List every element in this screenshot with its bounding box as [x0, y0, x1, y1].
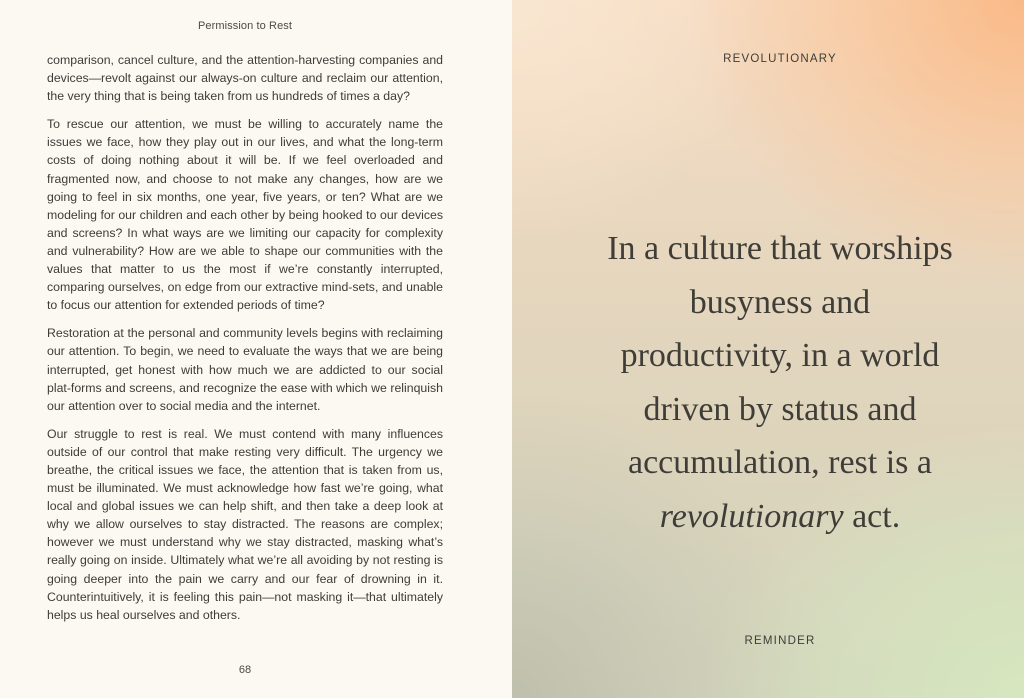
- paragraph-1: comparison, cancel culture, and the attention-harvesting companies and devices—revolt against our always-on culture and reclaim our attention, the very thing that is being taken from us hundreds of times a day?: [47, 53, 443, 104]
- running-head: Permission to Rest: [197, 20, 293, 32]
- quote-text-before: In a culture that worships busyness and productivity, in a world driven by status and accumulation, rest is a: [607, 230, 953, 481]
- pull-quote: [602, 222, 958, 543]
- paragraph-2: To rescue our attention, we must be willing to accurately name the issues we face, how they play out in our lives, and what the long-term costs of doing nothing about it will be. If we feel overloaded and fragmented now, and choose to not make any changes, how are we going to feel in six months, one year, five years, or ten? What are we modeling for our children and each other by being hooked to our devices and screens? In what ways are we limiting our capacity for complexity and vulnerability? How are we able to shape our communities with the values that matter to us the most if we’re constantly interrupted, comparing ourselves, on edge from our extractive mind-sets, and unable to focus our attention for extended periods of time?: [47, 117, 443, 313]
- paragraph-3: Restoration at the personal and community levels begins with reclaiming our attention. To begin, we need to evaluate the ways that we are being interrupted, get honest with how much we are addicted to our social plat-forms and screens, and recognize the ease with which we relinquish our attention over to social media and the internet.: [47, 326, 443, 413]
- page-number: 68: [238, 664, 252, 676]
- right-page: [512, 0, 1024, 698]
- quote-text-after: act.: [843, 497, 901, 535]
- body-text: [47, 51, 443, 634]
- paragraph-4: Our struggle to rest is real. We must contend with many influences outside of our control that make resting very difficult. The urgency we breathe, the critical issues we face, the attention that is taken from us, must be illuminated. We must acknowledge how fast we’re going, what local and global issues we can help shift, and then take a deep look at why we allow ourselves to stay distracted. The reasons are complex; however we must understand why we stay distracted, masking what’s really going on inside. Ultimately what we’re all avoiding by not resting is going deeper into the pain we carry and our fear of drowning in it. Counterintuitively, it is feeling this pain—not masking it—that ultimately helps us heal ourselves and others.: [47, 426, 443, 622]
- footer-label: REMINDER: [744, 635, 816, 647]
- section-label: REVOLUTIONARY: [723, 53, 837, 65]
- quote-emphasis: revolutionary: [659, 497, 844, 535]
